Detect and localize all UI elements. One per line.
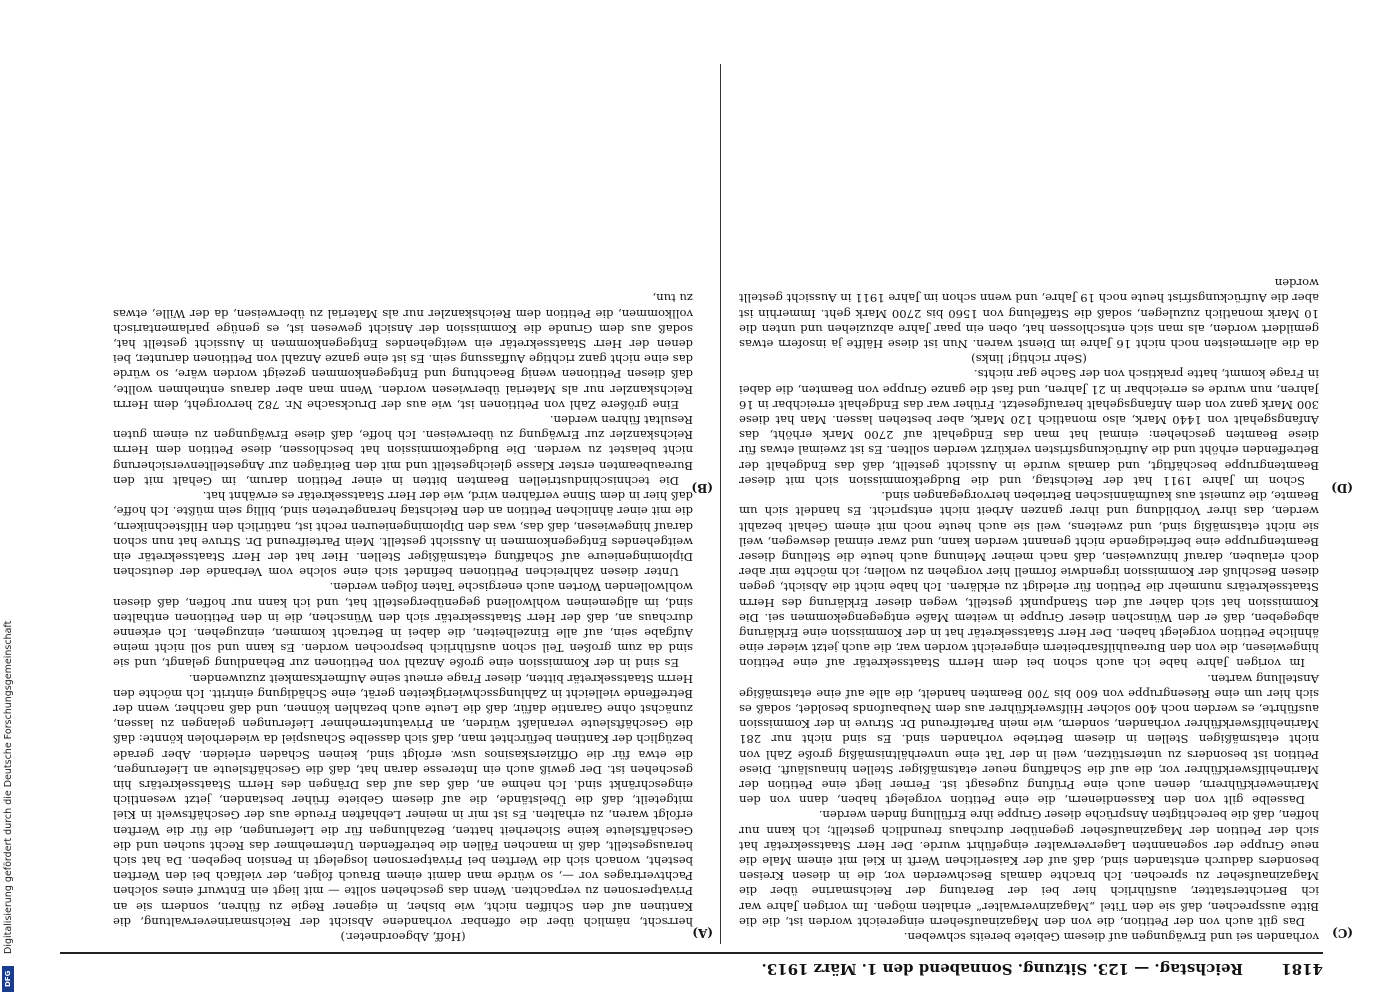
paragraph: Das gilt auch von der Petition, die von den Magazinaufsehern eingereicht worden ist, die die Bitte aussprechen, daß sie den Titel „Magazinverwalter“ erhalten mögen. Im vorigen Jahre war ich Berichterstatter, ausführlich hier bei der Beratung der Reichsmarine über die Magazinaufseher zu sprechen. Ich brachte damals Beschwerden vor, die in diesen Kreisen besonders dadurch entstanden sind, daß auf der Kaiserlichen Werft in Kiel mit einem Male die neue Gruppe der sogenannten Lagerverwalter eingeführt wurde. Der Herr Staatssekretär hat sich der Petition der Magazinaufseher gegenüber durchaus freundlich gestellt; ich kann nur hoffen, daß die berechtigten Ansprüche dieser Gruppe ihre Erfüllung finden werden. (739, 808, 1319, 929)
running-header (60, 958, 1323, 978)
text-column-left (739, 64, 1319, 944)
column-rule (720, 64, 721, 944)
imprint-text: Digitalisierung gefördert durch die Deutsche Forschungsgemeinschaft (3, 620, 14, 954)
paragraph: Dasselbe gilt von den Kassendienern, die eine Petition vorgelegt haben, dann von den Marinewerkführern, denen auch eine Prüfung zugesagt ist. Ferner liegt eine Petition der Marinehilfswerkführer vor, die auf die Schaffung neuer etatsmäßiger Stellen hinausläuft. Diese Petition ist besonders zu unterstützen, weil in der Tat eine unverhältnismäßig große Zahl von nicht etatsmäßigen Stellen in diesem Betriebe vorhanden sind. Es sind nicht nur 281 Marinehilfswerkführer vorhanden, sondern, wie mein Parteifreund Dr. Struve in der Kommission ausführte, es werden noch 400 solcher Hilfswerkführer aus dem Neubaufonds besoldet, sodaß es sich hier um eine Riesengruppe von 600 bis 700 Beamten handelt, die alle auf eine etatsmäßige Anstellung warten. (739, 671, 1319, 808)
page-number: 4181 (1281, 960, 1323, 978)
dfg-logo: DFG (2, 966, 14, 992)
page-header-title: Reichstag. — 123. Sitzung. Sonnabend den 1. März 1913. (761, 960, 1243, 978)
margin-marker-c: (C) (1332, 926, 1353, 940)
paragraph: herrscht, nämlich über die offenbar vorhandene Absicht der Reichsmarineverwaltung, die Kantinen auf den Schiffen nicht, wie bisher, in eigener Regie zu führen, sondern sie an Privatpersonen zu verpachten. Wenn das geschehen sollte — mit liegt ein Entwurf eines solchen Pachtvertrages vor —, so würde man damit einem Brauch folgen, der vielfach bei den Werften besteht, wonach sich die Werften bei Privatpersonen losgelegt in Pension begeben. Da hat sich herausgestellt, daß in manchen Fällen die betreffenden Unternehmer das Recht suchen und die Geschäftsleute keine Sicherheit hatten, Bezahlungen für die Lieferungen, die für die Werften erfolgt waren, zu erhalten. Es ist mir in meiner Lebhaften Freude aus der Geschäftswelt in Kiel mitgeteilt, daß die Übelstände, die auf diesem Gebiete früher bestanden, jetzt wesentlich eingeschränkt sind. Ich nehme an, daß das auf das Drängen des Herrn Staatssekretärs hin geschehen ist. Der gewiß auch ein Interesse daran hat, daß die Geschäftsleute an Lieferungen, die etwa für die Offizierskasinos usw. erfolgt sind, keinen Schaden erleiden. Aber gerade bezüglich der Kantinen befürchtet man, daß sich dasselbe Schauspiel da wiederholen könnte: daß die Geschäftsleute veranlaßt würden, an Privatunternehmer Lieferungen gelangen zu lassen, zunächst ohne Garantie dafür, daß die Leute auch bezahlen können, und daß nachher, wenn der Betreffende vielleicht in Zahlungsschwierigkeiten gerät, eine Schädigung eintritt. Ich möchte den Herrn Staatssekretär bitten, dieser Frage erneut seine Aufmerksamkeit zuzuwenden. (113, 671, 693, 929)
text-column-right (113, 64, 693, 944)
paragraph: Die technischindustriellen Beamten bitten in einer Petition darum, im Gehalt mit den Bureaubeamten erster Klasse gleichgestellt und mit den Beiträgen zur Angestelltenversicherung nicht belastet zu werden. Die Budgetkommission hat beschlossen, diese Petition dem Herrn Reichskanzler zur Erwägung zu überweisen. Ich hoffe, daß diese Erwägungen zu einem guten Resultat führen werden. (113, 413, 693, 488)
margin-marker-b: (B) (691, 481, 713, 495)
paragraph: Es sind in der Kommission eine große Anzahl von Petitionen zur Behandlung gelangt, und sie sind da zum großen Teil schon ausführlich besprochen worden. Es kann und soll nicht meine Aufgabe sein, auf alle Einzelheiten, die dabei in Betracht kommen, einzugehen. Ich erkenne durchaus an, daß der Herr Staatssekretär sich den Wünschen, die in den Petitionen enthalten sind, im allgemeinen wohlwollend gegenübergestellt hat, und ich kann nur hoffen, daß diesen wohlwollenden Worten auch energische Taten folgen werden. (113, 580, 693, 671)
header-rule (60, 952, 1323, 954)
side-imprint (2, 4, 16, 994)
paragraph: Eine größere Zahl von Petitionen ist, wie aus der Drucksache Nr. 782 hervorgeht, dem Herrn Reichskanzler nur als Material überwiesen worden. Wenn man aber daraus entnehmen wollte, daß diesen Petitionen wenig Beachtung und Entgegenkommen gezeigt worden wäre, so würde das eine nicht ganz richtige Auffassung sein. Es ist eine ganze Anzahl von Petitionen darunter, bei denen der Herr Staatssekretär ein weitgehendes Entgegenkommen in Aussicht gestellt hat, sodaß aus dem Grunde die Kommission der Ansicht gewesen ist, es genüge parlamentarisch vollkommen, die Petition dem Reichskanzler nur als Material zu überweisen, da der Wille, etwas zu tun, (113, 291, 693, 412)
interjection: (Sehr richtig! links) (971, 352, 1087, 367)
paragraph: vorhanden sei und Erwägungen auf diesem Gebiete bereits schweben. (903, 930, 1319, 944)
paragraph: da die allermeisten noch nicht 16 Jahre im Dienst waren. Nun ist diese Hälfte ja insofern etwas gemildert worden, als man sich entschlossen hat, oben ein paar Jahre abzuziehen und unten die 10 Mark monatlich zuzulegen, sodaß die Staffelung von 1560 bis 2700 Mark geht. Immerhin ist aber die Aufrückungsfrist heute noch 19 Jahre, und wenn schon im Jahre 1911 in Aussicht gestellt worden (739, 276, 1319, 352)
paragraph: Schon im Jahre 1911 hat der Reichstag, und die Budgetkommission sich mit dieser Beamtengruppe beschäftigt, und damals wurde in Aussicht gestellt, daß das Endgehalt der Betreffenden erhöht und die Aufrückungsfristen verkürzt werden sollten. Es ist zweimal etwas für diese Beamten geschehen: einmal hat man das Endgehalt auf 2700 Mark erhöht, das Anfangsgehalt von 1440 Mark, also monatlich 120 Mark, aber bestehen lassen. Man hat diese 300 Mark ganz von dem Anfangsgehalt heraufgesetzt. Früher war das Endgehalt erreichbar in 16 Jahren, nun wurde es erreichbar in 21 Jahren, und fast die ganze Gruppe von Beamten, die dabei in Frage kommt, hatte praktisch von der Sache gar nichts. (739, 367, 1319, 488)
paragraph: Im vorigen Jahre habe ich auch schon bei dem Herrn Staatssekretär auf eine Petition hingewiesen, die von den Bureauhilfsarbeitern eingereicht worden war, die auch jetzt wieder eine ähnliche Petition vorgelegt haben. Der Herr Staatssekretär hat in der Kommission eine Erklärung abgegeben, daß er den Wünschen dieser Gruppe in weitem Maße entgegengekommen sei. Die Kommission hat sich daher auf den Standpunkt gestellt, wegen dieser Erklärung des Herrn Staatssekretärs nunmehr die Petition für erledigt zu erklären. Ich habe nicht die Absicht, gegen diesen Beschluß der Kommission irgendwie formell hier vorgehen zu wollen; ich möchte mir aber doch erlauben, darauf hinzuweisen, daß nach meiner Meinung auch heute die Stellung dieser Beamtengruppe eine befriedigende nicht genannt werden kann, und zwar einmal deswegen, weil sie nicht etatsmäßig sind, und zweitens, weil sie auch heute noch mit einem Gehalt bezahlt werden, das ihrer Vorbildung und ihrer ganzen Arbeit nicht entspricht. Es handelt sich um Beamte, die zumeist aus kaufmännischen Betrieben hervorgegangen sind. (739, 489, 1319, 671)
paragraph: Unter diesen zahlreichen Petitionen befindet sich eine solche vom Verbande der deutschen Diplomingenieure auf Schaffung etatsmäßiger Stellen. Hier hat der Herr Staatssekretär ein weitgehendes Entgegenkommen in Aussicht gestellt. Mein Parteifreund Dr. Struve hat nun schon darauf hingewiesen, daß das, was den Diplomingenieuren recht ist, natürlich den Hilfstechnikern, die mit einer ähnlichen Petition an den Reichstag herangetreten sind, billig sein müßte. Ich hoffe, daß hier in dem Sinne verfahren wird, wie der Herr Staatssekretär es erwähnt hat. (113, 489, 693, 580)
margin-marker-a: (A) (692, 926, 713, 940)
margin-marker-d: (D) (1331, 481, 1353, 495)
speaker-name: (Hoff, Abgeordneter.) (340, 930, 466, 944)
